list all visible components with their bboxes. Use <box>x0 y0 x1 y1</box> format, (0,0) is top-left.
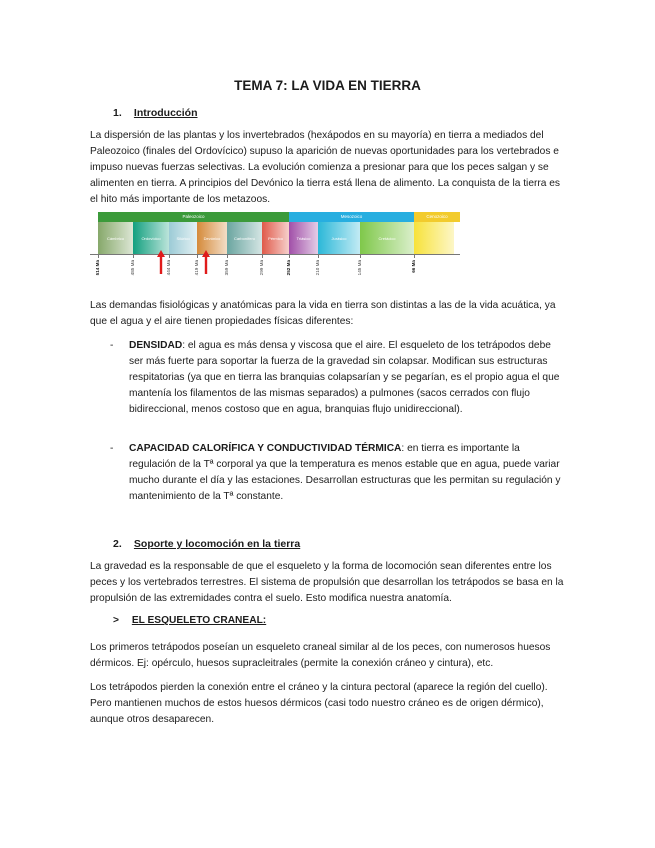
timeline-tick <box>98 254 99 258</box>
bullet-text: : en tierra es importante la regulación de la Tª corporal ya que la temperatura es menos estable que en agua, puede variar mucho durante el día y las estaciones. Desarrollan estructuras que les permitan su regulación y mantenimiento de la Tª constante. <box>129 443 561 502</box>
timeline-tick-label: 252 Ma <box>286 260 291 276</box>
timeline-tick <box>262 254 263 258</box>
bullet-text: : el agua es más densa y viscosa que el aire. El esqueleto de los tetrápodos debe ser más fuerte para soportar la fuerza de la gravedad sin colapsar. Modifican sus estructuras respitatorias (ya que en tierra las branquias colapsarían y se pegarían, es el propio agua el que mantenía los filamentos de las mismas separados) a pulmones (sacos cerrados con flujo bidireccional, menos costoso que en agua, branquias flujo unidireccional). <box>129 340 560 415</box>
period-devonian: Devónico <box>197 222 227 254</box>
timeline-tick-label: 514 Ma <box>95 260 100 276</box>
timeline-tick-label: 299 Ma <box>259 260 264 276</box>
period-cretaceous: Cretácico <box>360 222 414 254</box>
subheading-marker: > <box>113 615 119 626</box>
bullet-thermal <box>110 441 564 505</box>
up-arrow-icon <box>202 250 210 274</box>
timeline-tick-label: 210 Ma <box>315 260 320 276</box>
timeline-tick-label: 485 Ma <box>130 260 135 276</box>
section-2-heading <box>113 538 300 550</box>
period-cambrian: Cámbrico <box>98 222 133 254</box>
section-1-number: 1. <box>113 107 122 119</box>
bullet-term: CAPACIDAD CALORÍFICA Y CONDUCTIVIDAD TÉRMICA <box>129 443 402 454</box>
demands-paragraph: Las demandas fisiológicas y anatómicas para la vida en tierra son distintas a las de la vida acuática, ya que el agua y el aire tienen propiedades físicas diferentes: <box>90 300 556 327</box>
era-paleozoic: Paleozoico <box>98 212 289 222</box>
timeline-tick <box>360 254 361 258</box>
timeline-tick-label: 444 Ma <box>166 260 171 276</box>
section-1-heading <box>113 107 198 119</box>
timeline-tick <box>133 254 134 258</box>
timeline-tick <box>414 254 415 258</box>
cranial-paragraph-1: Los primeros tetrápodos poseían un esqueleto craneal similar al de los peces, con numerosos huesos dérmicos. Ej: opérculo, huesos supracleitrales (permite la conexión cráneo y cintura), etc. <box>90 642 551 669</box>
period-triassic: Triásico <box>289 222 318 254</box>
cranial-paragraph-2: Los tetrápodos pierden la conexión entre el cráneo y la cintura pectoral (aparece la región del cuello). Pero mantienen muchos de estos huesos dérmicos (casi todo nuestro cráneo es de origen dérmico), aunque otros desaparecen. <box>90 682 548 725</box>
era-mesozoic: Mesozoico <box>289 212 414 222</box>
locomotion-paragraph: La gravedad es la responsable de que el esqueleto y la forma de locomoción sean diferentes entre los peces y los vertebrados terrestres. El sistema de propulsión que desarrollan los tetrápodos se basa en la propulsión de las extremidades contra el suelo. Esto modifica nuestra anatomía. <box>90 561 564 604</box>
timeline-axis <box>90 254 460 255</box>
bullet-dash: - <box>110 443 114 454</box>
up-arrow-icon <box>157 250 165 274</box>
timeline-tick-label: 419 Ma <box>194 260 199 276</box>
section-2-number: 2. <box>113 538 122 550</box>
era-cenozoic: Cenozoico <box>414 212 460 222</box>
timeline-tick-label: 145 Ma <box>357 260 362 276</box>
timeline-tick <box>197 254 198 258</box>
cranial-skeleton-title: EL ESQUELETO CRANEAL: <box>131 615 267 626</box>
period-jurassic: Jurásico <box>318 222 360 254</box>
bullet-dash: - <box>110 340 114 351</box>
period-permian: Pérmico <box>262 222 289 254</box>
intro-paragraph: La dispersión de las plantas y los invertebrados (hexápodos en su mayoría) en tierra a mediados del Paleozoico (finales del Ordovícico) supuso la aparición de nuevas oportunidades para los vertebrados e impuso nuevas fuerzas selectivas. La evolución comienza a presionar para que los peces salgan y se alimenten en tierra. A principios del Devónico la tierra está llena de alimento. La conquista de la tierra es el hito más importante de los metazoos. <box>90 130 561 205</box>
timeline-tick-label: 66 Ma <box>411 260 416 273</box>
timeline-tick <box>169 254 170 258</box>
period-carboniferous: Carbonífero <box>227 222 262 254</box>
page-title: TEMA 7: LA VIDA EN TIERRA <box>234 78 421 93</box>
bullet-density <box>110 338 564 418</box>
bullet-term: DENSIDAD <box>129 340 183 351</box>
timeline-tick <box>289 254 290 258</box>
period-paleogene <box>414 222 454 254</box>
timeline-tick <box>227 254 228 258</box>
geologic-timeline-figure <box>90 212 460 282</box>
cranial-skeleton-heading <box>113 615 266 626</box>
timeline-tick-label: 359 Ma <box>224 260 229 276</box>
section-1-title: Introducción <box>133 107 198 119</box>
era-bar <box>90 212 460 222</box>
period-silurian: Silúrico <box>169 222 197 254</box>
section-2-title: Soporte y locomoción en la tierra <box>133 538 301 550</box>
period-ordovician: Ordovícico <box>133 222 169 254</box>
timeline-tick <box>318 254 319 258</box>
period-bar <box>90 222 460 254</box>
